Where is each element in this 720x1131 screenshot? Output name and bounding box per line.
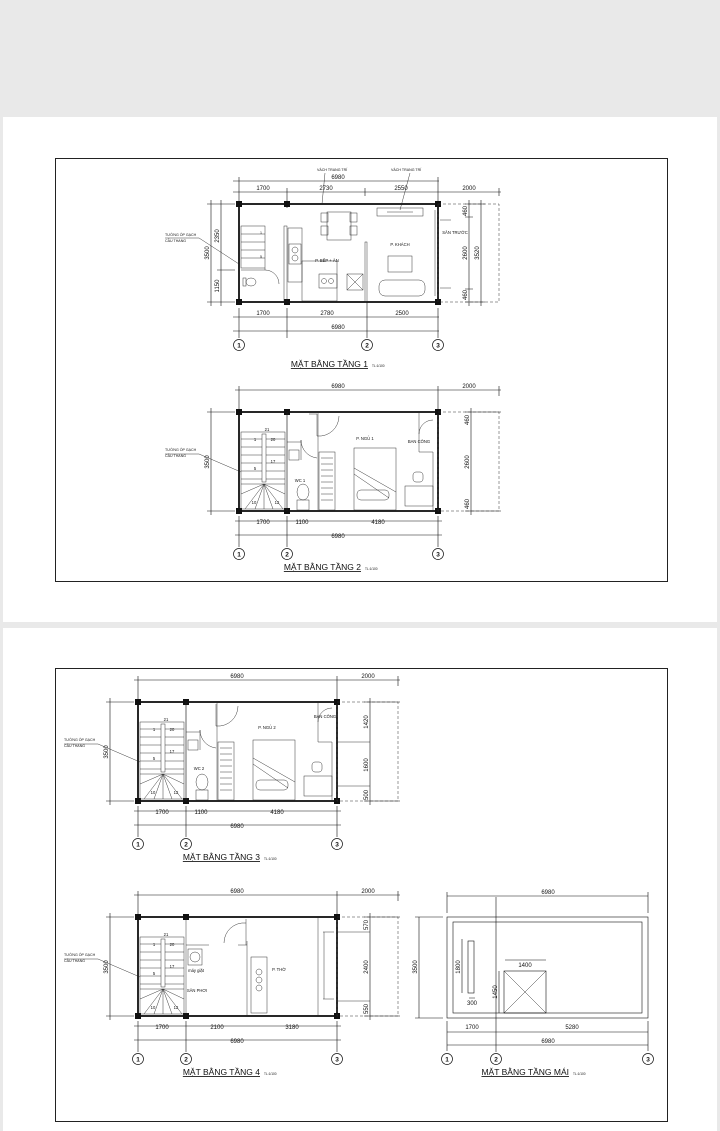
- room-label: BAN CÔNG: [313, 714, 337, 719]
- grid-axis-label: 2: [184, 841, 188, 849]
- grid-axis-label: 1: [237, 551, 241, 559]
- room-label: SÂN PHƠI: [186, 988, 208, 993]
- dimension-label: 460: [465, 414, 471, 426]
- plan-scale: TL:1/100: [573, 1072, 586, 1076]
- annotation-note: TƯỜNG ỐP GẠCH: [64, 738, 96, 742]
- annotation-note: TƯỜNG ỐP GẠCH: [64, 953, 96, 957]
- grid-axis-label: 3: [436, 342, 440, 350]
- stair-step-number: 5: [260, 255, 262, 259]
- grid-axis-label: 3: [335, 1056, 339, 1064]
- stair-step-number: 10: [251, 500, 257, 505]
- annotation-note: VÁCH TRANG TRÍ: [317, 168, 348, 172]
- annotation-note: TƯỜNG ỐP GẠCH: [165, 448, 197, 452]
- plan-scale: TL:1/100: [365, 567, 378, 571]
- dimension-label: 2730: [319, 186, 333, 192]
- dimension-label: 1700: [256, 311, 270, 317]
- stair-step-number: 12: [274, 500, 280, 505]
- dimension-label: 5280: [565, 1025, 579, 1031]
- dimension-label: 1600: [364, 758, 370, 772]
- page-1: [3, 117, 717, 622]
- stair-step-number: 5: [152, 756, 156, 761]
- dimension-label: 2780: [320, 311, 334, 317]
- plan-title: MẶT BẰNG TẦNG MÁI: [481, 1067, 569, 1077]
- dimension-label: 300: [466, 1001, 478, 1007]
- dimension-label: 2600: [465, 455, 471, 469]
- stair-step-number: 20: [270, 437, 276, 442]
- grid-axis-label: 1: [445, 1056, 449, 1064]
- dimension-label: 1700: [256, 520, 270, 526]
- grid-axis-label: 1: [136, 841, 140, 849]
- annotation-note: CẦU THANG: [64, 744, 86, 748]
- dimension-label: 1450: [493, 985, 499, 999]
- room-label: P. NGỦ 1: [356, 436, 374, 441]
- dimension-label: 1400: [518, 963, 532, 969]
- dimension-label: 2000: [462, 384, 476, 390]
- grid-axis-label: 2: [494, 1056, 498, 1064]
- dimension-label: 2600: [463, 246, 469, 260]
- dimension-label: 460: [463, 289, 469, 301]
- stair-step-number: 17: [169, 964, 175, 969]
- room-label: máy giặt: [188, 968, 204, 973]
- stair-step-number: 10: [150, 1005, 156, 1010]
- room-label: WC 1: [294, 478, 306, 483]
- dimension-label: 460: [463, 205, 469, 217]
- room-label: P. BẾP + ĂN: [315, 258, 339, 263]
- plan-title: MẶT BẰNG TẦNG 3: [182, 852, 260, 862]
- plan-scale: TL:1/100: [264, 1072, 277, 1076]
- grid-axis-label: 2: [184, 1056, 188, 1064]
- dimension-label: 1700: [465, 1025, 479, 1031]
- stair-step-number: 1: [253, 437, 257, 442]
- annotation-note: CẦU THANG: [165, 454, 187, 458]
- room-label: BAN CÔNG: [407, 439, 431, 444]
- dimension-label: 1100: [295, 520, 309, 526]
- dimension-label: 6980: [331, 325, 345, 331]
- dimension-label: 550: [364, 1003, 370, 1015]
- plan-scale: TL:1/100: [372, 364, 385, 368]
- dimension-label: 6980: [541, 1039, 555, 1045]
- stair-step-number: 20: [169, 942, 175, 947]
- stair-step-number: 21: [163, 717, 169, 722]
- dimension-label: 1150: [215, 279, 221, 293]
- room-label: SÂN TRƯỚC: [442, 230, 468, 235]
- dimension-label: 3500: [413, 960, 419, 974]
- dimension-label: 1100: [194, 810, 208, 816]
- dimension-label: 3520: [475, 246, 481, 260]
- stair-step-number: 21: [264, 427, 270, 432]
- dimension-label: 2000: [361, 889, 375, 895]
- annotation-note: CẦU THANG: [165, 239, 187, 243]
- dimension-label: 2400: [364, 960, 370, 974]
- dimension-label: 6980: [230, 674, 244, 680]
- stair-step-number: 12: [173, 1005, 179, 1010]
- dimension-label: 1700: [155, 810, 169, 816]
- dimension-label: 6980: [331, 534, 345, 540]
- stair-step-number: 20: [169, 727, 175, 732]
- dimension-label: 1420: [364, 715, 370, 729]
- dimension-label: 6980: [541, 890, 555, 896]
- dimension-label: 3500: [205, 455, 211, 469]
- stair-step-number: 12: [173, 790, 179, 795]
- annotation-note: TƯỜNG ỐP GẠCH: [165, 233, 197, 237]
- grid-axis-label: 3: [646, 1056, 650, 1064]
- stair-step-number: 1: [260, 231, 262, 235]
- grid-axis-label: 2: [285, 551, 289, 559]
- grid-axis-label: 2: [365, 342, 369, 350]
- room-label: P. NGỦ 2: [258, 725, 276, 730]
- dimension-label: 2550: [394, 186, 408, 192]
- dimension-label: 2100: [210, 1025, 224, 1031]
- plan-title: MẶT BẰNG TẦNG 1: [290, 359, 368, 369]
- grid-axis-label: 3: [436, 551, 440, 559]
- stair-step-number: 5: [152, 971, 156, 976]
- stair-step-number: 5: [253, 466, 257, 471]
- stair-step-number: 17: [169, 749, 175, 754]
- dimension-label: 2350: [215, 229, 221, 243]
- room-label: WC 2: [193, 766, 205, 771]
- plan-title: MẶT BẰNG TẦNG 2: [283, 562, 361, 572]
- dimension-label: 6980: [230, 1039, 244, 1045]
- dimension-label: 4180: [270, 810, 284, 816]
- room-label: P. THỜ: [272, 967, 286, 972]
- grid-axis-label: 3: [335, 841, 339, 849]
- grid-axis-label: 1: [237, 342, 241, 350]
- grid-axis-label: 1: [136, 1056, 140, 1064]
- dimension-label: 3500: [205, 246, 211, 260]
- stair-step-number: 1: [152, 727, 156, 732]
- dimension-label: 6980: [230, 889, 244, 895]
- dimension-label: 6980: [331, 384, 345, 390]
- dimension-label: 1800: [456, 960, 462, 974]
- dimension-label: 3500: [104, 745, 110, 759]
- dimension-label: 2000: [462, 186, 476, 192]
- stair-step-number: 17: [270, 459, 276, 464]
- dimension-label: 570: [364, 919, 370, 931]
- dimension-label: 3180: [285, 1025, 299, 1031]
- annotation-note: VÁCH TRANG TRÍ: [391, 168, 422, 172]
- dimension-label: 500: [364, 789, 370, 801]
- dimension-label: 460: [465, 498, 471, 510]
- stair-step-number: 21: [163, 932, 169, 937]
- dimension-label: 6980: [230, 824, 244, 830]
- dimension-label: 2500: [395, 311, 409, 317]
- dimension-label: 1700: [256, 186, 270, 192]
- room-label: P. KHÁCH: [390, 242, 410, 247]
- stair-step-number: 10: [150, 790, 156, 795]
- stair-step-number: 1: [152, 942, 156, 947]
- dimension-label: 1700: [155, 1025, 169, 1031]
- plan-title: MẶT BẰNG TẦNG 4: [182, 1067, 260, 1077]
- dimension-label: 4180: [371, 520, 385, 526]
- dimension-label: 6980: [331, 175, 345, 181]
- dimension-label: 3500: [104, 960, 110, 974]
- dimension-label: 2000: [361, 674, 375, 680]
- annotation-note: CẦU THANG: [64, 959, 86, 963]
- plan-scale: TL:1/100: [264, 857, 277, 861]
